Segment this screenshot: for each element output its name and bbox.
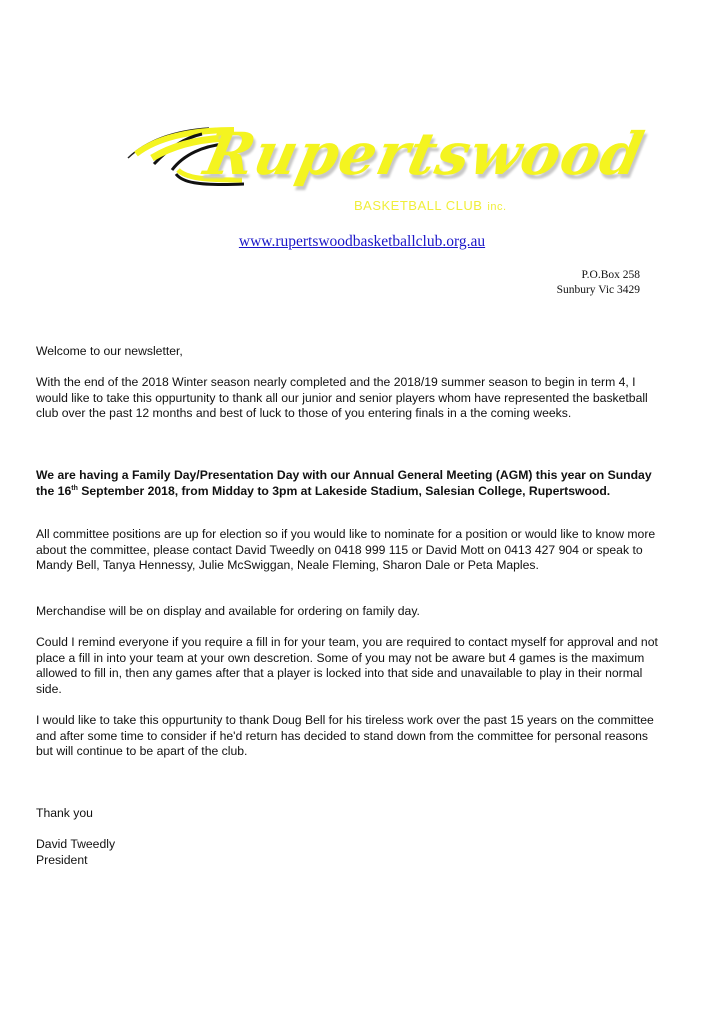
logo-wordmark: Rupertswood <box>198 120 650 188</box>
signature-name: David Tweedly <box>36 837 116 851</box>
website-link[interactable]: www.rupertswoodbasketballclub.org.au <box>238 233 486 250</box>
paragraph-fill-in: Could I remind everyone if you require a fill in for your team, you are required to contact myself for approval and not place a fill in into your team at your own descretion. Some of you may not be aware but 4 games is the maximum allowed to fill in, then any games after that a player is locked into that side and unavailable to play in their normal side. <box>36 635 658 696</box>
address-line-1: P.O.Box 258 <box>581 269 640 281</box>
logo-suffix: inc. <box>487 201 507 213</box>
paragraph-family-day <box>36 468 666 499</box>
paragraph-season: With the end of the 2018 Winter season nearly completed and the 2018/19 summer season to begin in term 4, I would like to take this oppurtunity to thank all our junior and senior players whom have represented the basketball club over the past 12 months and best of luck to those of you entering finals in a the coming weeks. <box>36 375 648 421</box>
date-suffix: th <box>71 484 78 492</box>
paragraph-committee: All committee positions are up for election so if you would like to nominate for a position or would like to know more about the committee, please contact David Tweedly on 0418 999 115 or David Mott on 0413 427 904 or speak to Mandy Bell, Tanya Hennessy, Julie McSwiggan, Neale Fleming, Sharon Dale or Peta Maples. <box>36 527 656 573</box>
postal-address <box>557 268 640 298</box>
paragraph-merchandise: Merchandise will be on display and available for ordering on family day. <box>36 604 420 618</box>
signature <box>36 837 666 868</box>
closing: Thank you <box>36 806 93 820</box>
family-day-text-2: September 2018, from Midday to 3pm at Lakeside Stadium, Salesian College, Rupertswood. <box>77 483 611 498</box>
address-line-2: Sunbury Vic 3429 <box>556 284 640 296</box>
family-day-text-1: We are having a Family Day/Presentation Day with our Annual General Meeting (AGM) this year on Sunday the 16 <box>36 468 652 498</box>
website-line <box>0 233 704 251</box>
paragraph-thanks-doug: I would like to take this oppurtunity to thank Doug Bell for his tireless work over the past 15 years on the committee and after some time to consider if he'd return has decided to stand down from the committee for personal reasons but will continue to be apart of the club. <box>36 713 654 759</box>
club-logo <box>124 120 650 222</box>
signature-title: President <box>36 852 88 867</box>
logo-subtitle <box>354 198 507 213</box>
logo-subtitle-text: BASKETBALL CLUB <box>354 198 483 213</box>
greeting: Welcome to our newsletter, <box>36 344 183 358</box>
